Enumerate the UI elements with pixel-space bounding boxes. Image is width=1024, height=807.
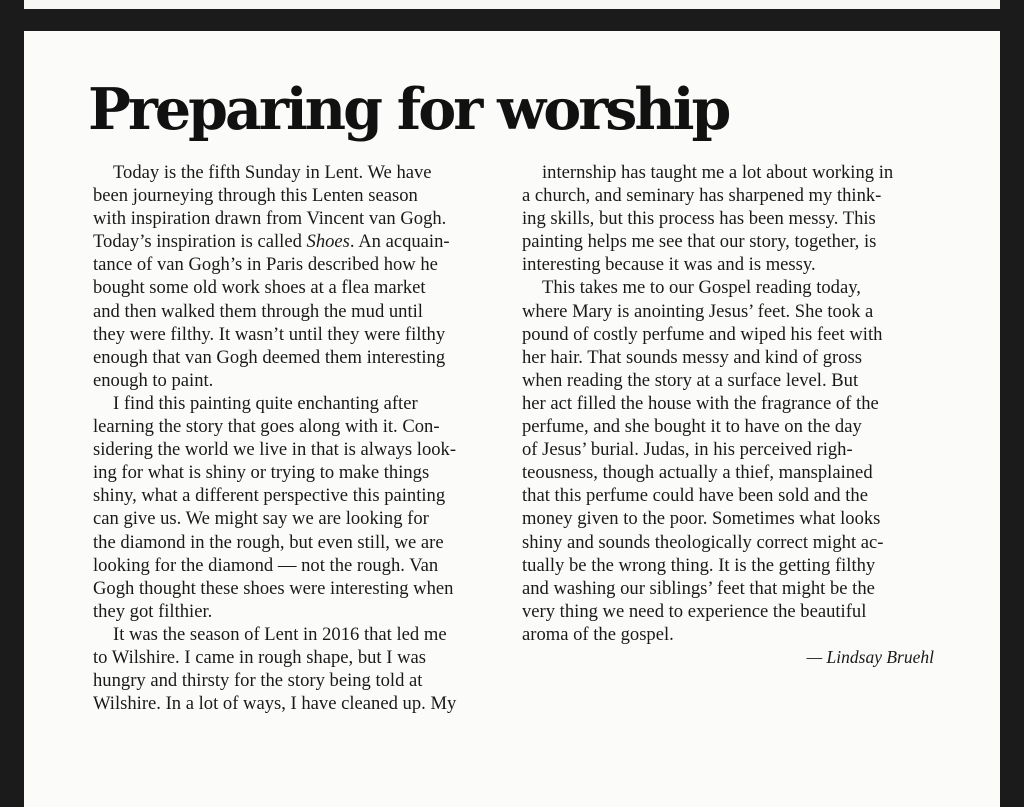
text-line: enough to paint. [93, 369, 214, 391]
text-line: perfume, and she bought it to have on the day [522, 416, 862, 438]
text-line: that this perfume could have been sold and the [522, 485, 868, 507]
text-line: they were filthy. It wasn’t until they were filthy [93, 323, 446, 345]
text-line: ing for what is shiny or trying to make things [93, 462, 430, 484]
text-line: the diamond in the rough, but even still, we are [93, 531, 444, 553]
text-line: to Wilshire. I came in rough shape, but I was [93, 646, 426, 668]
text-line: sidering the world we live in that is always look- [93, 439, 457, 461]
article-paragraph [93, 161, 503, 392]
article-paragraph [522, 276, 934, 646]
text-line: where Mary is anointing Jesus’ feet. She took a [522, 300, 874, 322]
text-line: Gogh thought these shoes were interesting when [93, 577, 454, 599]
text-line: tually be the wrong thing. It is the getting filthy [522, 554, 876, 576]
text-line: hungry and thirsty for the story being told at [93, 670, 423, 692]
text-line: Today is the fifth Sunday in Lent. We have [113, 162, 432, 183]
text-line: very thing we need to experience the beautiful [522, 600, 867, 622]
article-paragraph [93, 392, 503, 623]
text-line: bought some old work shoes at a flea market [93, 277, 426, 299]
text-line: and washing our siblings’ feet that might be the [522, 577, 875, 599]
text-line: when reading the story at a surface level. But [522, 369, 859, 391]
text-line: and then walked them through the mud until [93, 300, 423, 322]
text-line: enough that van Gogh deemed them interesting [93, 346, 446, 368]
newsletter-page [24, 31, 1000, 807]
text-line: they got filthier. [93, 600, 213, 622]
text-line: I find this painting quite enchanting after [113, 392, 418, 414]
text-line: ing skills, but this process has been messy. This [522, 208, 876, 230]
text-line: This takes me to our Gospel reading today, [542, 277, 861, 299]
text-line: looking for the diamond — not the rough. Van [93, 554, 439, 576]
text-line: internship has taught me a lot about working in [542, 162, 894, 183]
text-line: painting helps me see that our story, together, is [522, 231, 877, 253]
byline: — Lindsay Bruehl [806, 646, 934, 667]
text-line: pound of costly perfume and wiped his feet with [522, 323, 883, 345]
text-line: learning the story that goes along with it. Con- [93, 416, 440, 438]
text-line: money given to the poor. Sometimes what looks [522, 508, 881, 530]
text-line: can give us. We might say we are looking for [93, 508, 429, 530]
text-line: a church, and seminary has sharpened my think- [522, 185, 882, 207]
text-line: It was the season of Lent in 2016 that led me [113, 623, 447, 645]
text-line: her act filled the house with the fragrance of the [522, 392, 879, 414]
text-line: Today’s inspiration is called Shoes. An acquain- [93, 231, 450, 253]
text-line: shiny, what a different perspective this painting [93, 485, 446, 507]
article-headline: Preparing for worship [88, 76, 729, 143]
text-line: aroma of the gospel. [522, 623, 674, 645]
article-paragraph [522, 161, 934, 276]
text-line: with inspiration drawn from Vincent van Gogh. [93, 208, 447, 230]
text-line: teousness, though actually a thief, mansplained [522, 462, 873, 484]
text-line: shiny and sounds theologically correct might ac- [522, 531, 884, 553]
article-column-right [522, 161, 934, 669]
text-line: Wilshire. In a lot of ways, I have cleaned up. My [93, 693, 457, 715]
text-line: been journeying through this Lenten season [93, 185, 418, 207]
text-line: of Jesus’ burial. Judas, in his perceived righ- [522, 439, 853, 461]
text-line: tance of van Gogh’s in Paris described how he [93, 254, 438, 276]
text-line: her hair. That sounds messy and kind of gross [522, 346, 862, 368]
previous-page-edge [24, 0, 1000, 9]
article-paragraph [93, 623, 503, 715]
article-column-left [93, 161, 503, 715]
text-line: interesting because it was and is messy. [522, 254, 816, 276]
